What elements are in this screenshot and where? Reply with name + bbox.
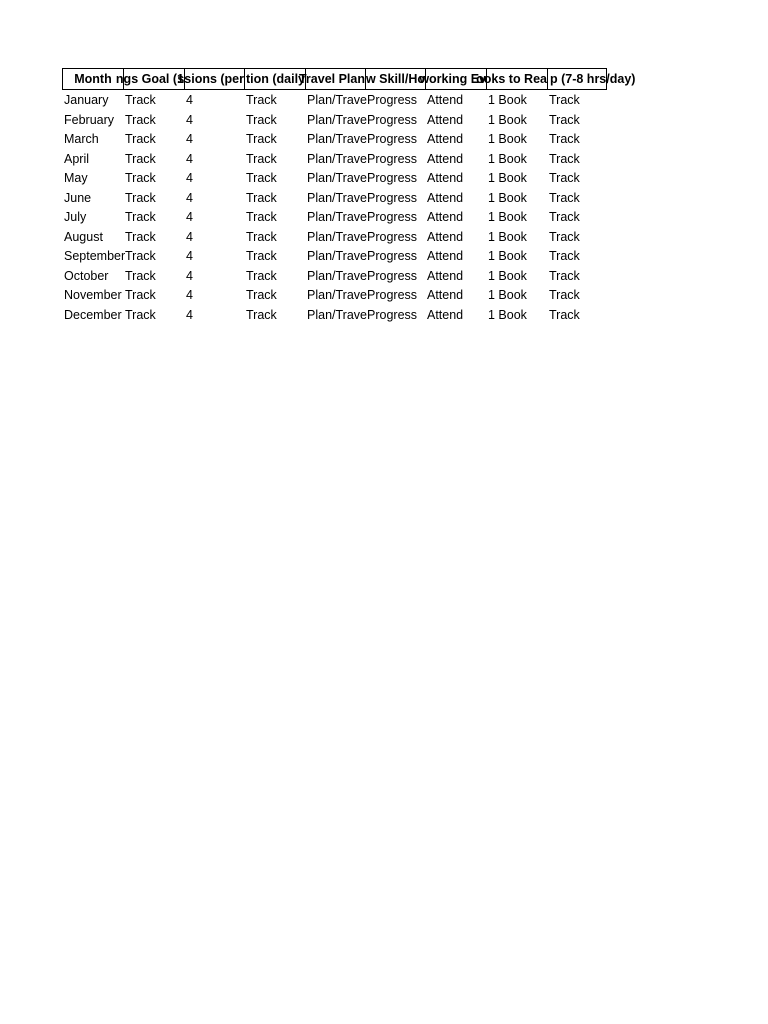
books-cell[interactable]: 1 Book [488,288,527,302]
networking-cell[interactable]: Attend [427,171,464,185]
books-cell[interactable]: 1 Book [488,190,527,205]
meditation-cell[interactable]: Track [246,132,277,146]
month-cell[interactable]: December [64,307,122,322]
books-cell[interactable]: 1 Book [488,171,527,185]
books-cell[interactable]: 1 Book [488,151,527,166]
header-cell-travel-plan: Travel Plan [305,68,365,90]
month-cell[interactable]: June [64,190,92,205]
savings-cell[interactable]: Track [125,288,156,302]
savings-cell[interactable]: Track [125,132,156,146]
month-cell[interactable]: March [64,132,99,146]
header-cell-month: Month [62,68,123,90]
skill-cell[interactable]: Progress [367,151,418,166]
skill-cell[interactable]: Progress [367,171,418,185]
sleep-cell[interactable]: Track [549,93,580,107]
month-cell[interactable]: May [64,171,88,185]
books-cell[interactable]: 1 Book [488,268,527,283]
header-cell-sleep: p (7-8 hrs/day) [547,68,607,90]
header-cell-sessions: ssions (per [184,68,244,90]
sleep-cell[interactable]: Track [549,268,580,283]
sleep-cell[interactable]: Track [549,210,580,224]
meditation-cell[interactable]: Track [246,151,277,166]
header-cell-books: ooks to Rea [486,68,547,90]
savings-cell[interactable]: Track [125,307,156,322]
skill-cell[interactable]: Progress [367,249,418,263]
networking-cell[interactable]: Attend [427,229,464,244]
month-cell[interactable]: November [64,288,122,302]
sessions-cell[interactable]: 4 [186,132,193,146]
month-cell[interactable]: August [64,229,103,244]
skill-cell[interactable]: Progress [367,307,418,322]
meditation-cell[interactable]: Track [246,190,277,205]
month-cell[interactable]: July [64,210,87,224]
skill-cell[interactable]: Progress [367,229,418,244]
month-cell[interactable]: April [64,151,90,166]
savings-cell[interactable]: Track [125,112,156,127]
books-cell[interactable]: 1 Book [488,112,527,127]
sessions-cell[interactable]: 4 [186,268,193,283]
sleep-cell[interactable]: Track [549,249,580,263]
sessions-cell[interactable]: 4 [186,210,193,224]
month-cell[interactable]: February [64,112,115,127]
meditation-cell[interactable]: Track [246,288,277,302]
month-cell[interactable]: January [64,93,109,107]
travel-cell[interactable]: Plan/Trave [307,288,367,302]
savings-cell[interactable]: Track [125,229,156,244]
savings-cell[interactable]: Track [125,93,156,107]
skill-cell[interactable]: Progress [367,288,418,302]
travel-cell[interactable]: Plan/Trave [307,93,367,107]
month-cell[interactable]: October [64,268,109,283]
networking-cell[interactable]: Attend [427,268,464,283]
meditation-cell[interactable]: Track [246,249,277,263]
travel-cell[interactable]: Plan/Trave [307,151,367,166]
meditation-cell[interactable]: Track [246,112,277,127]
travel-cell[interactable]: Plan/Trave [307,132,367,146]
networking-cell[interactable]: Attend [427,288,464,302]
header-cell-networking: working Ev [425,68,486,90]
meditation-cell[interactable]: Track [246,229,277,244]
meditation-cell[interactable]: Track [246,268,277,283]
skill-cell[interactable]: Progress [367,210,418,224]
travel-cell[interactable]: Plan/Trave [307,210,367,224]
meditation-cell[interactable]: Track [246,93,277,107]
books-cell[interactable]: 1 Book [488,307,527,322]
networking-cell[interactable]: Attend [427,190,464,205]
travel-cell[interactable]: Plan/Trave [307,190,367,205]
networking-cell[interactable]: Attend [427,112,464,127]
sleep-cell[interactable]: Track [549,288,580,302]
skill-cell[interactable]: Progress [367,112,418,127]
sessions-cell[interactable]: 4 [186,249,193,263]
sleep-cell[interactable]: Track [549,112,580,127]
networking-cell[interactable]: Attend [427,210,464,224]
savings-cell[interactable]: Track [125,171,156,185]
books-cell[interactable]: 1 Book [488,132,527,146]
networking-cell[interactable]: Attend [427,249,464,263]
skill-cell[interactable]: Progress [367,132,418,146]
sleep-cell[interactable]: Track [549,151,580,166]
savings-cell[interactable]: Track [125,190,156,205]
networking-cell[interactable]: Attend [427,93,464,107]
sleep-cell[interactable]: Track [549,190,580,205]
travel-cell[interactable]: Plan/Trave [307,307,367,322]
savings-cell[interactable]: Track [125,268,156,283]
travel-cell[interactable]: Plan/Trave [307,249,367,263]
meditation-cell[interactable]: Track [246,307,277,322]
month-cell[interactable]: September [64,249,126,263]
meditation-cell[interactable]: Track [246,210,277,224]
header-cell-new-skill: w Skill/Ho [365,68,425,90]
sessions-cell[interactable]: 4 [186,171,193,185]
sleep-cell[interactable]: Track [549,132,580,146]
books-cell[interactable]: 1 Book [488,249,527,263]
sleep-cell[interactable]: Track [549,229,580,244]
books-cell[interactable]: 1 Book [488,210,527,224]
savings-cell[interactable]: Track [125,151,156,166]
networking-cell[interactable]: Attend [427,132,464,146]
sessions-cell[interactable]: 4 [186,151,193,166]
travel-cell[interactable]: Plan/Trave [307,268,367,283]
sleep-cell[interactable]: Track [549,171,580,185]
skill-cell[interactable]: Progress [367,268,418,283]
header-cell-savings-goal: ngs Goal (1 [123,68,184,90]
skill-cell[interactable]: Progress [367,93,418,107]
sessions-cell[interactable]: 4 [186,307,193,322]
skill-cell[interactable]: Progress [367,190,418,205]
travel-cell[interactable]: Plan/Trave [307,112,367,127]
sessions-cell[interactable]: 4 [186,229,193,244]
sleep-cell[interactable]: Track [549,307,580,322]
networking-cell[interactable]: Attend [427,151,464,166]
savings-cell[interactable]: Track [125,210,156,224]
books-cell[interactable]: 1 Book [488,229,527,244]
travel-cell[interactable]: Plan/Trave [307,229,367,244]
travel-cell[interactable]: Plan/Trave [307,171,367,185]
sessions-cell[interactable]: 4 [186,288,193,302]
sessions-cell[interactable]: 4 [186,93,193,107]
savings-cell[interactable]: Track [125,249,156,263]
networking-cell[interactable]: Attend [427,307,464,322]
sessions-cell[interactable]: 4 [186,112,193,127]
meditation-cell[interactable]: Track [246,171,277,185]
sessions-cell[interactable]: 4 [186,190,193,205]
header-cell-meditation: tion (daily [244,68,305,90]
books-cell[interactable]: 1 Book [488,93,527,107]
